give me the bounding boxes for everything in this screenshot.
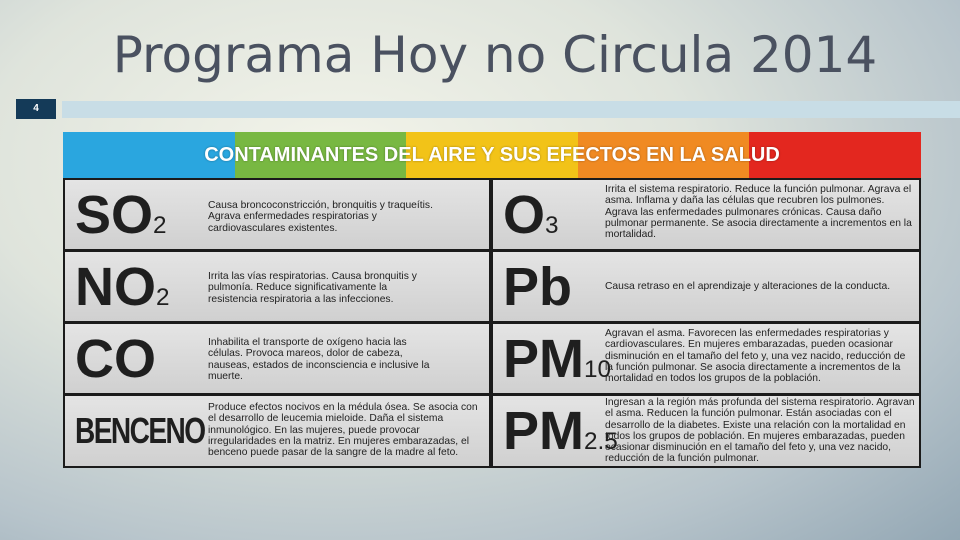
pollutants-table (63, 132, 921, 468)
cell-so2 (65, 180, 489, 249)
cell-o3 (493, 180, 919, 249)
desc-co: Inhabilita el transporte de oxígeno hacia las células. Provoca mareos, dolor de cabeza, nauseas, estados de inconsciencia e inclusive la muerte. (208, 337, 430, 382)
slide-number: 4 (16, 99, 56, 119)
title-underline-bar (62, 101, 960, 118)
table-header-text: CONTAMINANTES DEL AIRE Y SUS EFECTOS EN LA SALUD (204, 144, 780, 166)
desc-pb: Causa retraso en el aprendizaje y alteraciones de la conducta. (605, 281, 891, 292)
cell-pb (493, 252, 919, 321)
table-header (63, 132, 921, 178)
symbol-pm25: PM2.5 (503, 401, 618, 461)
desc-pm10: Agravan el asma. Favorecen las enfermedades respiratorias y cardiovasculares. En mujeres embarazadas, pueden ocasionar disminución en el tamaño del feto y, una vez nacido, reducción de la función pulmonar. Se asocia directamente a incrementos de la mortalidad en todos los grupos de la población. (605, 328, 906, 385)
symbol-benceno: BENCENO (75, 410, 205, 451)
cell-pm25 (493, 396, 919, 466)
symbol-o3: O3 (503, 185, 559, 245)
desc-o3: Irrita el sistema respiratorio. Reduce la función pulmonar. Agrava el asma. Inflama y daña las células que recubren los pulmones. Agrava las enfermedades pulmonares crónicas. Causa daño pulmonar permanente. Se asocia directamente a incrementos en la mortalidad. (605, 184, 912, 241)
symbol-pm10: PM10 (503, 329, 612, 389)
desc-benceno: Produce efectos nocivos en la médula ósea. Se asocia con el desarrollo de leucemia mieloide. Daña el sistema inmunológico. En las mujeres, puede provocar irregularidades en la matriz. En mujeres embarazadas, el benceno puede pasar de la sangre de la madre al feto. (208, 402, 478, 459)
symbol-pb: Pb (503, 257, 573, 317)
desc-so2: Causa broncoconstricción, bronquitis y traqueítis. Agrava enfermedades respiratorias y cardiovasculares existentes. (208, 200, 433, 234)
desc-pm25: Ingresan a la región más profunda del sistema respiratorio. Agravan el asma. Reducen la función pulmonar. Están asociadas con el desarrollo de la diabetes. Existe una relación con la mortalidad en todos los grupos de población. En mujeres embarazadas, pueden ocasionar disminución en el tamaño del feto y, una vez nacido, reducción de la función pulmonar. (605, 397, 915, 465)
cell-no2 (65, 252, 489, 321)
cell-co (65, 324, 489, 393)
symbol-no2: NO2 (75, 257, 170, 317)
slide-title: Programa Hoy no Circula 2014 (112, 26, 878, 84)
symbol-co: CO (75, 329, 156, 389)
cell-benceno (65, 396, 489, 466)
symbol-so2: SO2 (75, 185, 167, 245)
cell-pm10 (493, 324, 919, 393)
desc-no2: Irrita las vías respiratorias. Causa bronquitis y pulmonía. Reduce significativamente la resistencia respiratoria a las infecciones. (208, 271, 417, 305)
